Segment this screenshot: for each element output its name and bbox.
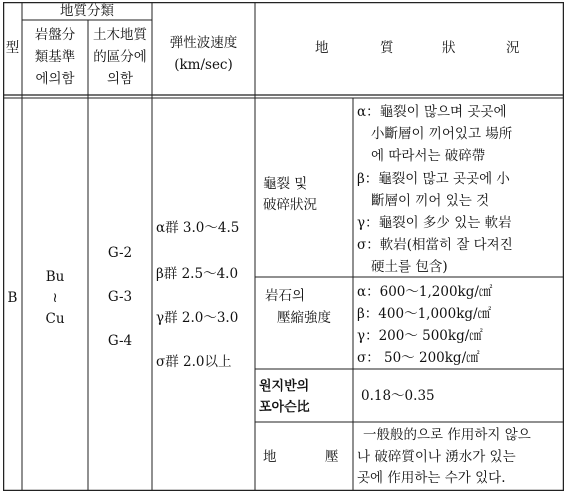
condition-desc-pressure: 一般般的으로 作用하지 않으 나 破碎質이나 湧水가 있는 곳에 作用하는 수가 있다. <box>357 427 531 486</box>
condition-desc-poisson: 0.18～0.35 <box>361 388 435 404</box>
row-velocity: α群 3.0～4.5 β群 2.5～4.0 γ群 2.0～3.0 σ群 2.0以上 <box>156 220 240 370</box>
row-civil-class: G-2 G-3 G-4 <box>107 245 133 349</box>
header-velocity: 弾性波速度 (km/sec) <box>169 35 238 73</box>
row-type: B <box>7 290 18 306</box>
condition-label-fracture: 龜裂 및 破碎狀況 <box>263 176 317 213</box>
header-rock-class: 岩盤分 類基準 에의함 <box>34 27 76 87</box>
condition-desc-compression: α：600～1,200kg/㎠ β：400～1,000kg/㎠ γ：200～ 500kg/㎠ σ： 50～ 200kg/㎠ <box>357 284 493 366</box>
condition-label-poisson: 원지반의 포아슨比 <box>259 379 310 415</box>
header-civil-class: 土木地質 的區分에 의함 <box>93 27 147 87</box>
geology-table: 型 地質分類 岩盤分 類基準 에의함 土木地質 的區分에 의함 弾性波速度 (km/sec) 地 質 狀 況 B Bu ≀ Cu G-2 G-3 G-4 α群 3.0～4.5 β群 2.5～4.0 γ群 2.0～3.0 σ群 2.0以上 龜裂 및 破碎狀況 岩石의 壓縮強度 원지반의 포아슨比 地 壓 α：龜裂이 많으며 곳곳에 小斷層이 끼어있고 場所 에 따라서는 破碎帶 β：龜裂이 많고 곳곳에 小 斷層이 끼어 있는 것 γ：龜裂이 多少 있는 軟岩 σ：軟岩(相當히 잘 다져진 硬土를 包含) α：600～1,200kg/㎠ β：400～1,000kg/㎠ γ：200～ 500kg/㎠ σ： 50～ 200kg/㎠ 0.18～0.35 一般般的으로 作用하지 않으 나 破碎質이나 湧水가 있는 곳에 作用하는 수가 있다. <box>3 2 564 491</box>
header-type: 型 <box>5 40 20 56</box>
row-rock-class: Bu ≀ Cu <box>45 269 65 327</box>
header-geology-class: 地質分類 <box>60 3 114 19</box>
condition-label-compression: 岩石의 壓縮強度 <box>265 288 331 326</box>
condition-desc-fracture: α：龜裂이 많으며 곳곳에 小斷層이 끼어있고 場所 에 따라서는 破碎帶 β：龜裂이 많고 곳곳에 小 斷層이 끼어 있는 것 γ：龜裂이 多少 있는 軟岩 σ：軟岩(相當히 잘 다져진 硬土를 包含) <box>357 104 513 276</box>
